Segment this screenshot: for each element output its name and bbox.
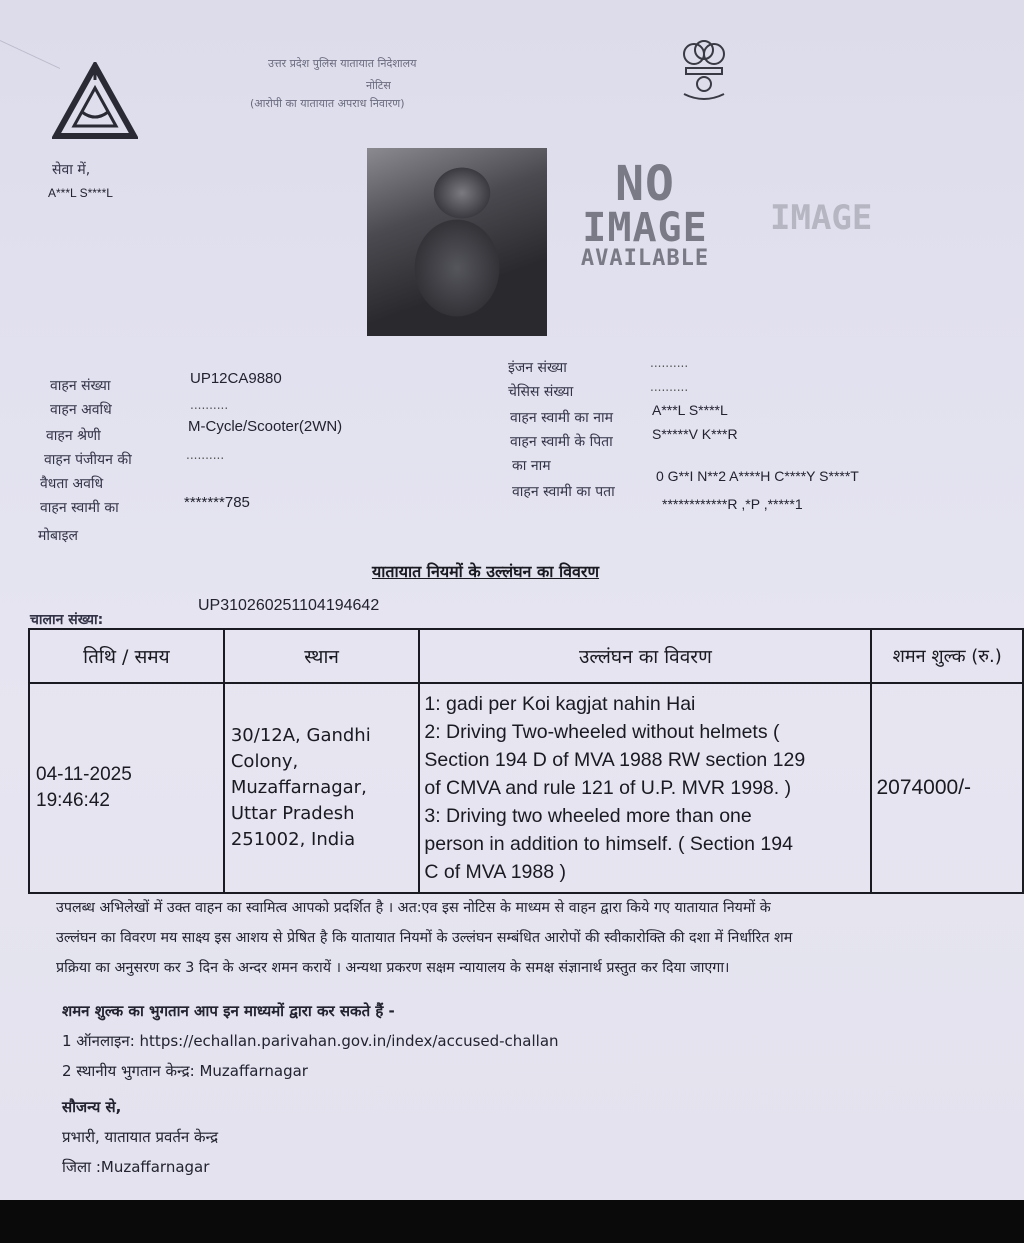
violation-title: यातायात नियमों के उल्लंघन का विवरण <box>372 562 600 581</box>
payment-online: 1 ऑनलाइन: https://echallan.parivahan.gov.in/index/accused-challan <box>62 1032 559 1050</box>
place-line: 30/12A, Gandhi <box>230 725 371 746</box>
notice-line: प्रक्रिया का अनुसरण कर 3 दिन के अन्दर शमन करायें । अन्यथा प्रकरण सक्षम न्यायालय के समक्ष संज्ञानार्थ प्रस्तुत कर दिया जाएगा। <box>56 960 730 976</box>
national-emblem-icon <box>676 40 732 106</box>
no-image-line-1: NO <box>615 156 675 212</box>
place-line: 251002, India <box>230 829 356 850</box>
challan-number: UP31026025110419464​2 <box>198 597 380 614</box>
table-header-row <box>29 629 1023 683</box>
place-line: Uttar Pradesh <box>230 803 355 824</box>
signature-district: जिला :Muzaffarnagar <box>62 1158 210 1176</box>
notice-line: उल्लंघन का विवरण मय साक्ष्य इस आशय से प्रेषित है कि यातायात नियमों के उल्लंघन सम्बंधित आरोपों की स्वीकारोक्ति की दशा में निर्धारित शम <box>56 930 793 946</box>
owner-name: A***L S****L <box>652 402 728 418</box>
no-image-line-2: IMAGE <box>582 205 708 251</box>
vehicle-number: UP12CA9880 <box>190 370 282 387</box>
owner-address-line-1: 0 G**I N**2 A****H C****Y S****T <box>656 468 859 484</box>
vehicle-photo <box>367 148 547 336</box>
owner-address-label: वाहन स्वामी का पता <box>512 484 615 500</box>
table-row <box>29 683 1023 893</box>
father-name-label-1: वाहन स्वामी के पिता <box>510 434 613 450</box>
owner-name-label: वाहन स्वामी का नाम <box>510 410 613 426</box>
detail-line: 3: Driving two wheeled more than one <box>424 805 752 827</box>
father-name: S*****V K***R <box>652 426 738 442</box>
recipient-label: सेवा में, <box>52 162 91 178</box>
violation-table <box>28 628 1024 894</box>
owner-address-line-2: ************R ,*P ,*****1 <box>662 496 803 512</box>
header-detail: उल्लंघन का विवरण <box>419 629 871 683</box>
place-line: Muzaffarnagar, <box>230 777 367 798</box>
detail-line: 2: Driving Two-wheeled without helmets ( <box>424 721 780 743</box>
payment-local: 2 स्थानीय भुगतान केन्द्र: Muzaffarnagar <box>62 1062 308 1080</box>
notice-line: उपलब्ध अभिलेखों में उक्त वाहन का स्वामित्व आपको प्रदर्शित है । अत:एव इस नोटिस के माध्यम से वाहन द्वारा किये गए यातायात नियमों के <box>56 900 771 916</box>
cell-fine <box>871 683 1023 893</box>
header-line-1: उत्तर प्रदेश पुलिस यातायात निदेशालय <box>268 57 417 70</box>
no-image-faded: IMAGE <box>770 198 873 238</box>
father-name-label-2: का नाम <box>512 458 551 474</box>
signature-courtesy: सौजन्य से, <box>62 1098 122 1116</box>
detail-line: person in addition to himself. ( Section 194 <box>424 833 793 855</box>
detail-line: C of MVA 1988 ) <box>424 861 566 883</box>
signature-officer: प्रभारी, यातायात प्रवर्तन केन्द्र <box>62 1128 219 1146</box>
violation-date: 04-11-2025 <box>36 764 132 785</box>
cell-place <box>224 683 420 893</box>
challan-label: चालान संख्या: <box>30 612 104 628</box>
page-fold <box>0 0 60 69</box>
payment-section <box>62 996 559 1086</box>
payment-heading: शमन शुल्क का भुगतान आप इन माध्यमों द्वारा कर सकते हैं - <box>62 1002 395 1020</box>
owner-mobile-label-2: मोबाइल <box>38 528 78 544</box>
header-line-2: नोटिस <box>366 79 391 92</box>
owner-mobile: *******785 <box>184 494 250 511</box>
violation-time: 19:46:42 <box>36 790 110 811</box>
vehicle-period: .......... <box>190 398 229 412</box>
vehicle-category: M-Cycle/Scooter(2WN) <box>188 418 343 435</box>
vehicle-reg-label-2: वैधता अवधि <box>40 476 104 492</box>
no-image-line-3: AVAILABLE <box>580 246 710 271</box>
no-image-placeholder <box>570 156 720 271</box>
vehicle-reg-label-1: वाहन पंजीयन की <box>44 452 132 468</box>
vehicle-category-label: वाहन श्रेणी <box>46 428 101 444</box>
header-line-3: (आरोपी का यातायात अपराध निवारण) <box>250 97 405 110</box>
cell-datetime <box>29 683 224 893</box>
vehicle-number-label: वाहन संख्या <box>50 378 111 394</box>
fine-amount: 2074000/- <box>876 776 972 799</box>
place-line: Colony, <box>230 751 299 772</box>
chassis-label: चेसिस संख्या <box>508 384 574 400</box>
detail-line: 1: gadi per Koi kagjat nahin Hai <box>424 693 696 715</box>
police-logo-icon <box>52 62 138 142</box>
signature-block <box>62 1092 218 1182</box>
owner-mobile-label-1: वाहन स्वामी का <box>40 500 119 516</box>
detail-line: of CMVA and rule 121 of U.P. MVR 1998. ) <box>424 777 792 799</box>
engine-label: इंजन संख्या <box>508 360 567 376</box>
header-fine: शमन शुल्क (रु.) <box>871 629 1023 683</box>
detail-line: Section 194 D of MVA 1988 RW section 129 <box>424 749 806 771</box>
notice-paragraph <box>56 893 1024 983</box>
recipient-name: A***L S****L <box>48 186 113 200</box>
header-place: स्थान <box>224 629 420 683</box>
chassis-number: .......... <box>650 380 689 394</box>
engine-number: .......... <box>650 356 689 370</box>
vehicle-period-label: वाहन अवधि <box>50 402 112 418</box>
vehicle-reg: .......... <box>186 448 225 462</box>
header-datetime: तिथि / समय <box>29 629 224 683</box>
cell-detail <box>419 683 871 893</box>
